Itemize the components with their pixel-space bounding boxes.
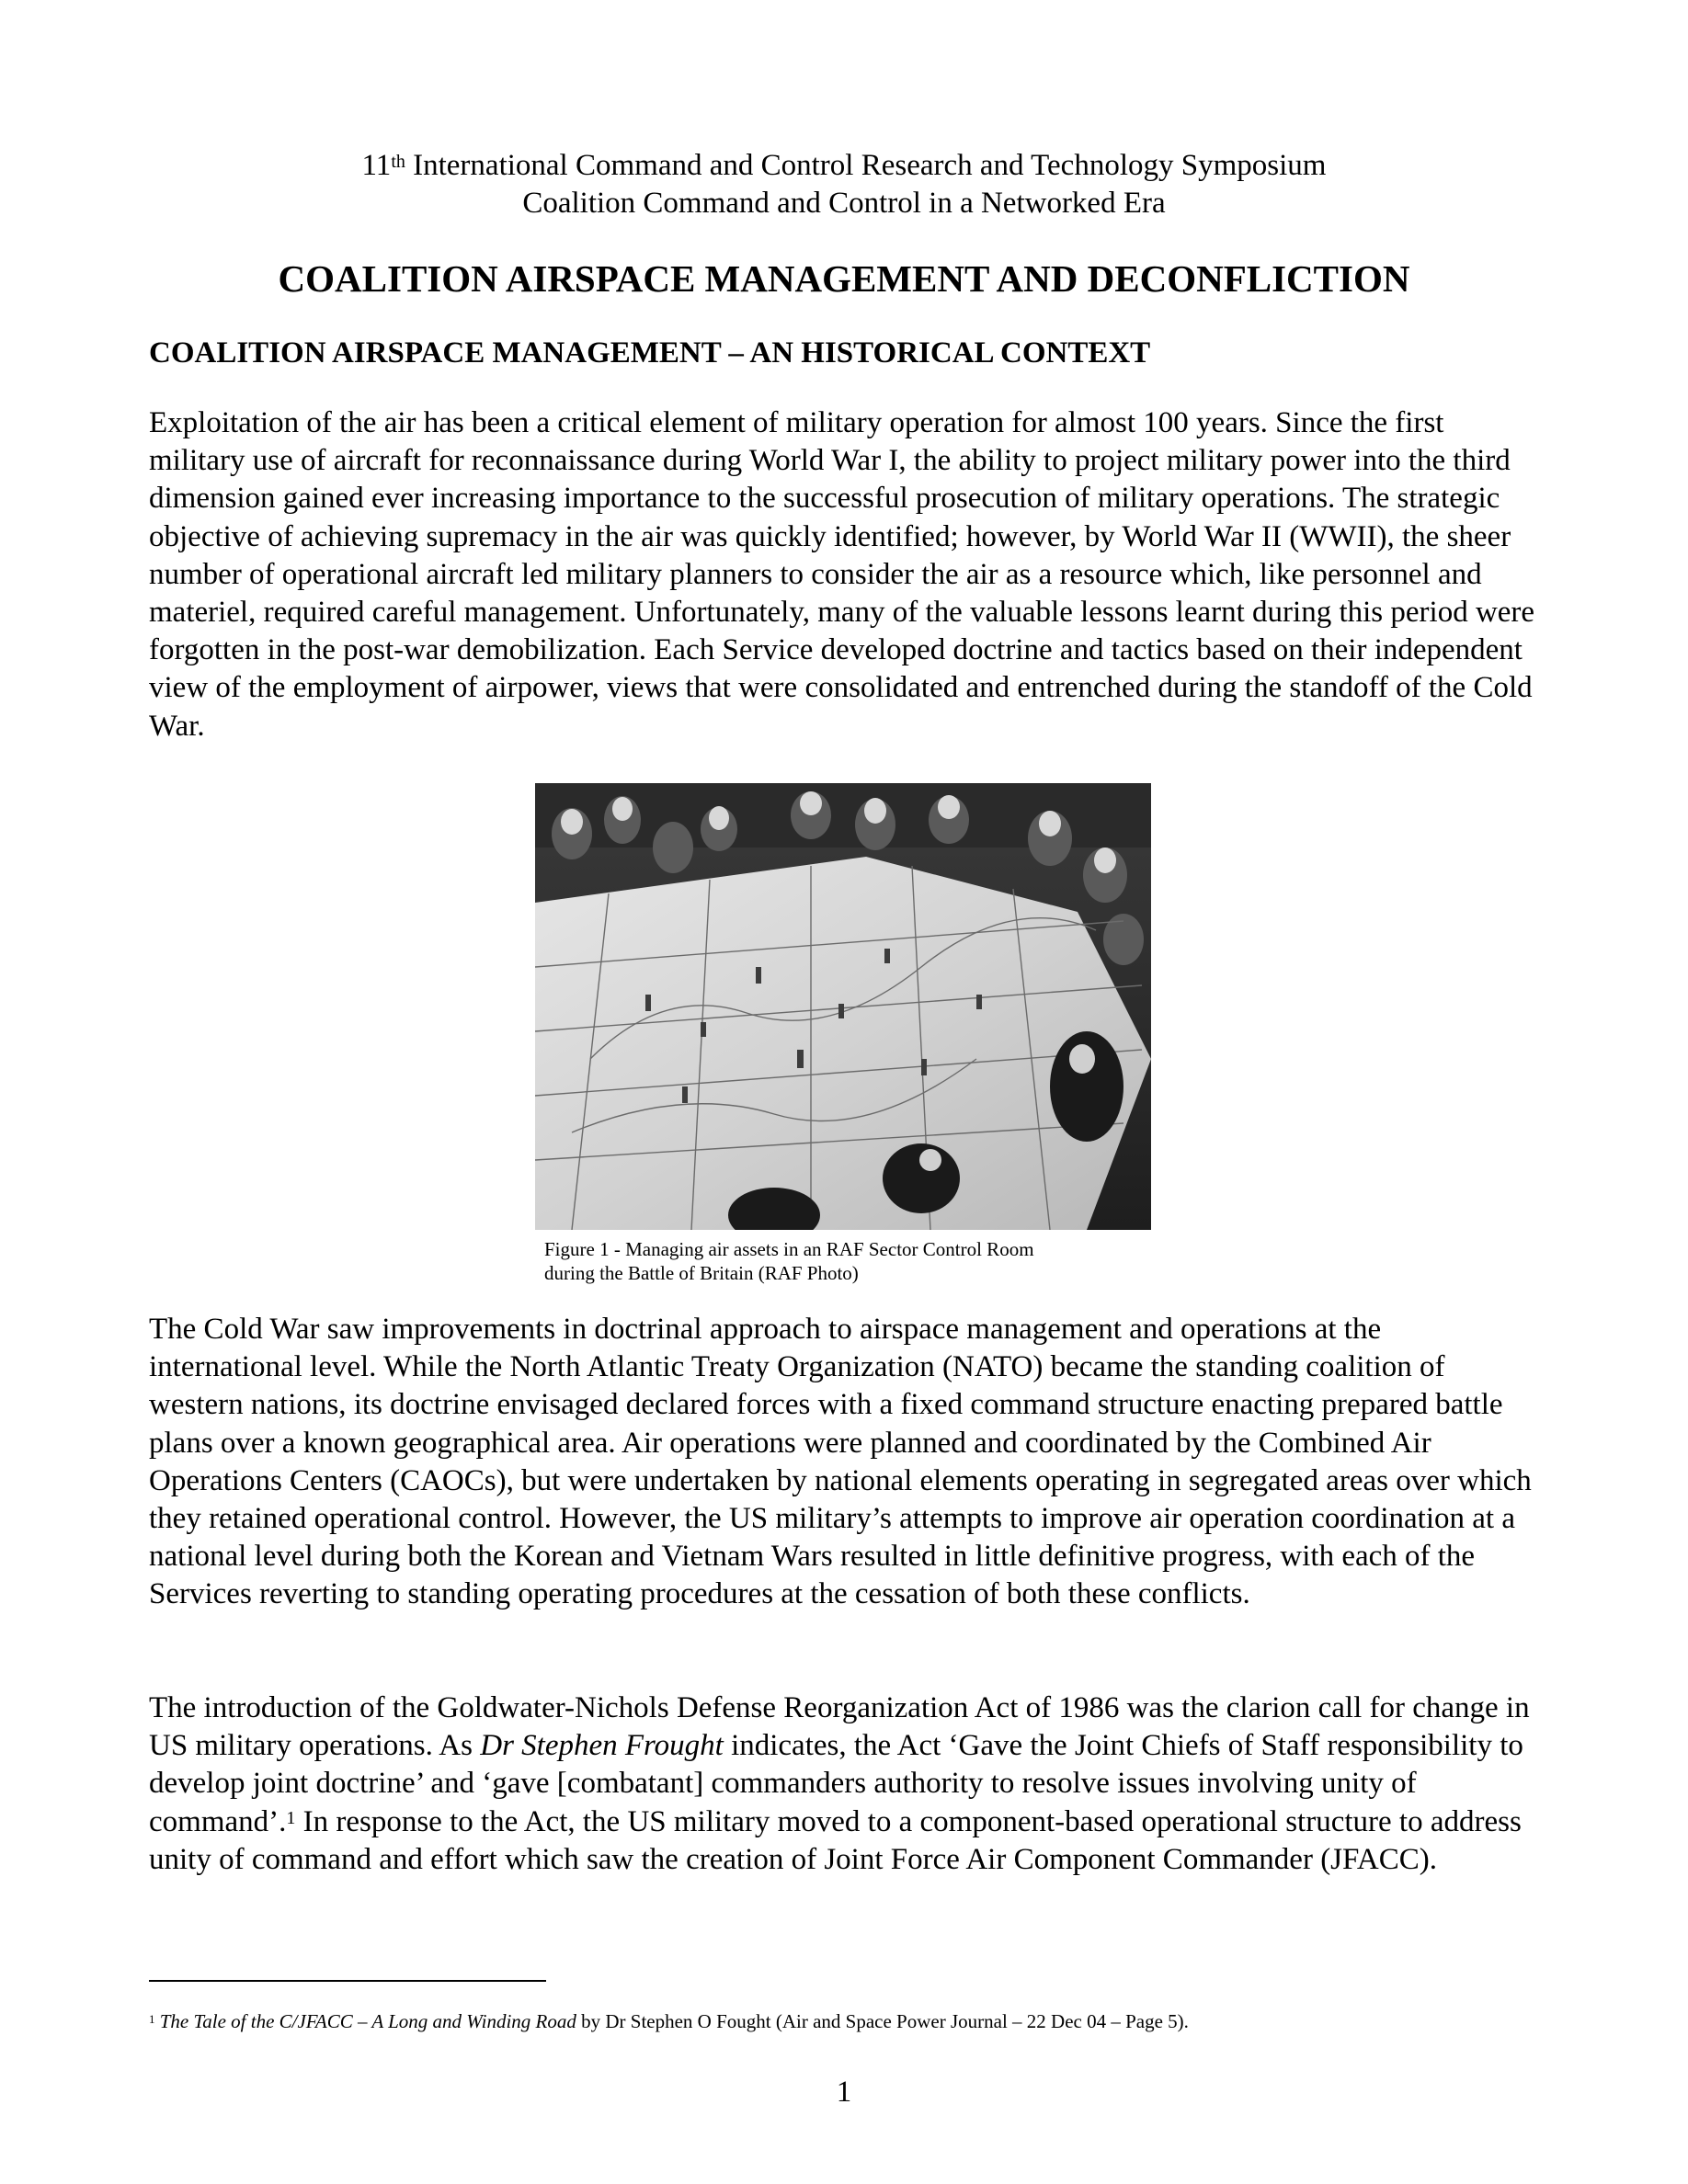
paragraph-1: Exploitation of the air has been a critical element of military operation for almost 100 years. Since the first military use of aircraft for reconnaissance during World War I, the ability to project military power into the third dimension gained ever increasing importance to the successful prosecution of military operations. The strategic objective of achieving supremacy in the air was quickly identified; however, by World War II (WWII), the sheer number of operational aircraft led military planners to consider the air as a resource which, like personnel and materiel, required careful management. Unfortunately, many of the valuable lessons learnt during this period were forgotten in the post-war demobilization. Each Service developed doctrine and tactics based on their independent view of the employment of airpower, views that were consolidated and entrenched during the standoff of the Cold War. [149,406,1535,743]
paragraph-2: The Cold War saw improvements in doctrinal approach to airspace management and operations at the international level. While the North Atlantic Treaty Organization (NATO) became the standing coalition of western nations, its doctrine envisaged declared forces with a fixed command structure enacting prepared battle plans over a known geographical area. Air operations were planned and coordinated by the Combined Air Operations Centers (CAOCs), but were undertaken by national elements operating in segregated areas over which they retained operational control. However, the US military’s attempts to improve air operation coordination at a national level during both the Korean and Vietnam Wars resulted in little definitive progress, with each of the Services reverting to standing operating procedures at the cessation of both these conflicts. [149,1313,1532,1611]
document-title: COALITION AIRSPACE MANAGEMENT AND DECONFLICTION [278,257,1410,300]
footnote-text: by Dr Stephen O Fought (Air and Space Power Journal – 22 Dec 04 – Page 5). [576,2010,1189,2032]
caption-line-1: Figure 1 - Managing air assets in an RAF Sector Control Room [544,1238,1034,1260]
paragraph-3-text-b: indicates, the Act ‘Gave the Joint Chiefs of Staff responsibility to develop joint doctrine’ and ‘gave [combatant] commanders authority to resolve issues involving unity of command’. [149,1729,1523,1838]
section-heading: COALITION AIRSPACE MANAGEMENT – AN HISTORICAL CONTEXT [149,336,1151,370]
paragraph-3-text-a: The introduction of the Goldwater-Nichols Defense Reorganization Act of 1986 was the clarion call for change in US military operations. As [149,1691,1530,1763]
paragraph-3-text-c: In response to the Act, the US military moved to a component-based operational structure to address unity of command and effort which saw the creation of Joint Force Air Component Commander (JFACC). [149,1804,1522,1876]
figure-caption [535,1237,1151,1285]
symposium-ordinal: 11 [361,149,392,182]
page-number: 1 [836,2076,852,2109]
symposium-name [149,147,1539,184]
ordinal-suffix: th [391,152,405,172]
document-page [149,0,1539,2184]
footnote-divider [149,1980,546,1982]
footnote-cited-title: The Tale of the C/JFACC – A Long and Winding Road [159,2010,576,2032]
caption-line-2: during the Battle of Britain (RAF Photo) [544,1262,859,1284]
cited-author: Dr Stephen Frought [480,1729,724,1763]
figure-1 [535,783,1151,1285]
symposium-title: International Command and Control Research and Technology Symposium [405,149,1327,182]
paragraph-3 [149,1689,1539,1879]
footnote-number: 1 [149,2012,155,2026]
footnote [149,2009,1189,2033]
symposium-theme: Coalition Command and Control in a Networked Era [522,187,1166,220]
raf-control-room-photo [535,783,1151,1230]
footnote-reference[interactable]: 1 [286,1807,296,1828]
